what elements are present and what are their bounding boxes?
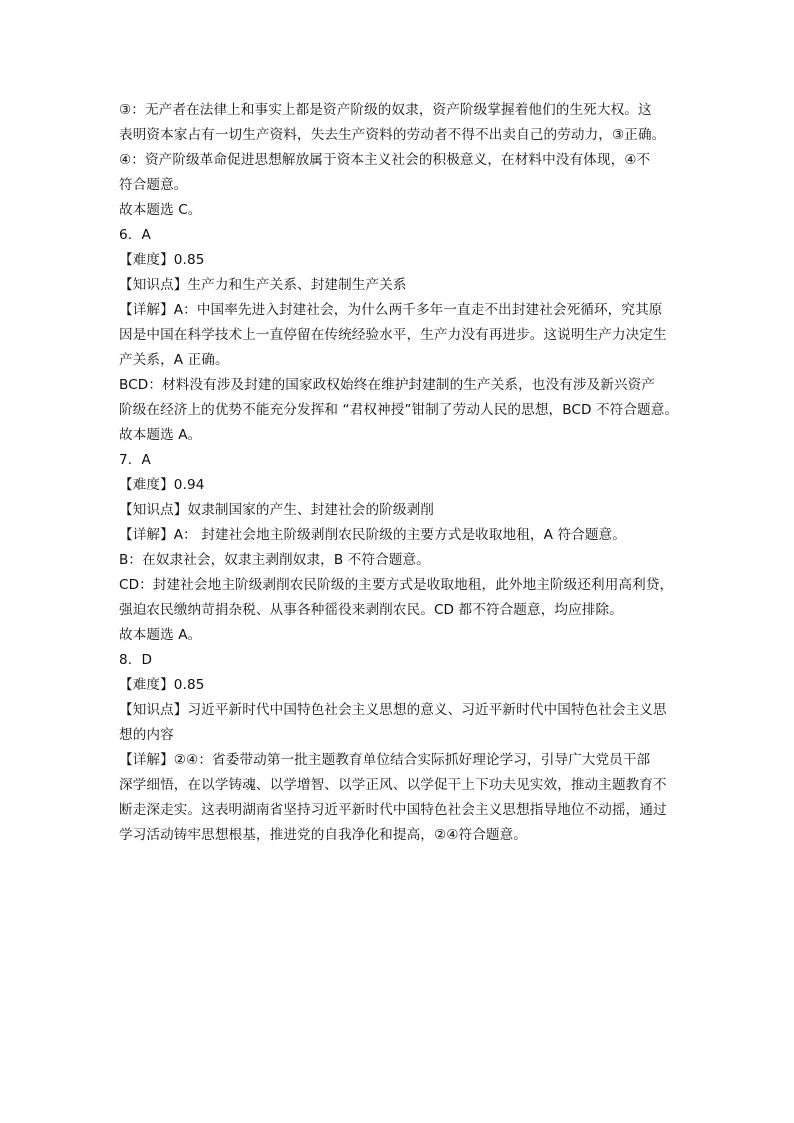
question-number: 6．A: [119, 227, 151, 243]
text-line: BCD：材料没有涉及封建的国家政权始终在维护封建制的生产关系，也没有涉及新兴资产: [119, 377, 656, 393]
text-line: 阶级在经济上的优势不能充分发挥和 “君权神授”钳制了劳动人民的思想，BCD 不符合题意。: [119, 402, 679, 418]
text-line: 强迫农民缴纳苛捐杂税、从事各种徭役来剥削农民。CD 都不符合题意，均应排除。: [119, 602, 623, 618]
text-line: 表明资本家占有一切生产资料，失去生产资料的劳动者不得不出卖自己的劳动力，③正确。: [119, 127, 666, 143]
text-line: 学习活动铸牢思想根基，推进党的自我净化和提高，②④符合题意。: [119, 827, 527, 843]
text-line: 想的内容: [119, 727, 174, 743]
difficulty-line: 【难度】0.85: [119, 252, 205, 268]
text-line: CD：封建社会地主阶级剥削农民阶级的主要方式是收取地租，此外地主阶级还利用高利贷，: [119, 577, 674, 593]
text-line: 因是中国在科学技术上一直停留在传统经验水平，生产力没有再进步。这说明生产力决定生: [119, 327, 667, 343]
knowledge-point-line: 【知识点】习近平新时代中国特色社会主义思想的意义、习近平新时代中国特色社会主义思: [119, 702, 667, 718]
text-line: 【详解】A： 封建社会地主阶级剥削农民阶级的主要方式是收取地租，A 符合题意。: [119, 527, 626, 543]
text-line: 故本题选 C。: [119, 202, 202, 218]
text-line: 【详解】A：中国率先进入封建社会，为什么两千多年一直走不出封建社会死循环，究其原: [119, 302, 663, 318]
text-line: B：在奴隶社会，奴隶主剥削奴隶，B 不符合题意。: [119, 552, 430, 568]
text-line: 【详解】②④：省委带动第一批主题教育单位结合实际抓好理论学习，引导广大党员干部: [119, 752, 651, 768]
knowledge-point-line: 【知识点】生产力和生产关系、封建制生产关系: [119, 277, 407, 293]
text-line: 断走深走实。这表明湖南省坚持习近平新时代中国特色社会主义思想指导地位不动摇，通过: [119, 802, 667, 818]
difficulty-line: 【难度】0.94: [119, 477, 205, 493]
question-number: 8．D: [119, 652, 153, 668]
question-number: 7．A: [119, 452, 151, 468]
text-line: ③：无产者在法律上和事实上都是资产阶级的奴隶，资产阶级掌握着他们的生死大权。这: [119, 102, 652, 118]
text-line: 故本题选 A。: [119, 627, 202, 643]
text-line: 符合题意。: [119, 177, 188, 193]
text-line: 故本题选 A。: [119, 427, 202, 443]
difficulty-line: 【难度】0.85: [119, 677, 205, 693]
knowledge-point-line: 【知识点】奴隶制国家的产生、封建社会的阶级剥削: [119, 502, 434, 518]
text-line: 产关系，A 正确。: [119, 352, 229, 368]
text-line: 深学细悟，在以学铸魂、以学增智、以学正风、以学促干上下功夫见实效，推动主题教育不: [119, 777, 667, 793]
text-line: ④：资产阶级革命促进思想解放属于资本主义社会的积极意义，在材料中没有体现，④不: [119, 152, 651, 168]
